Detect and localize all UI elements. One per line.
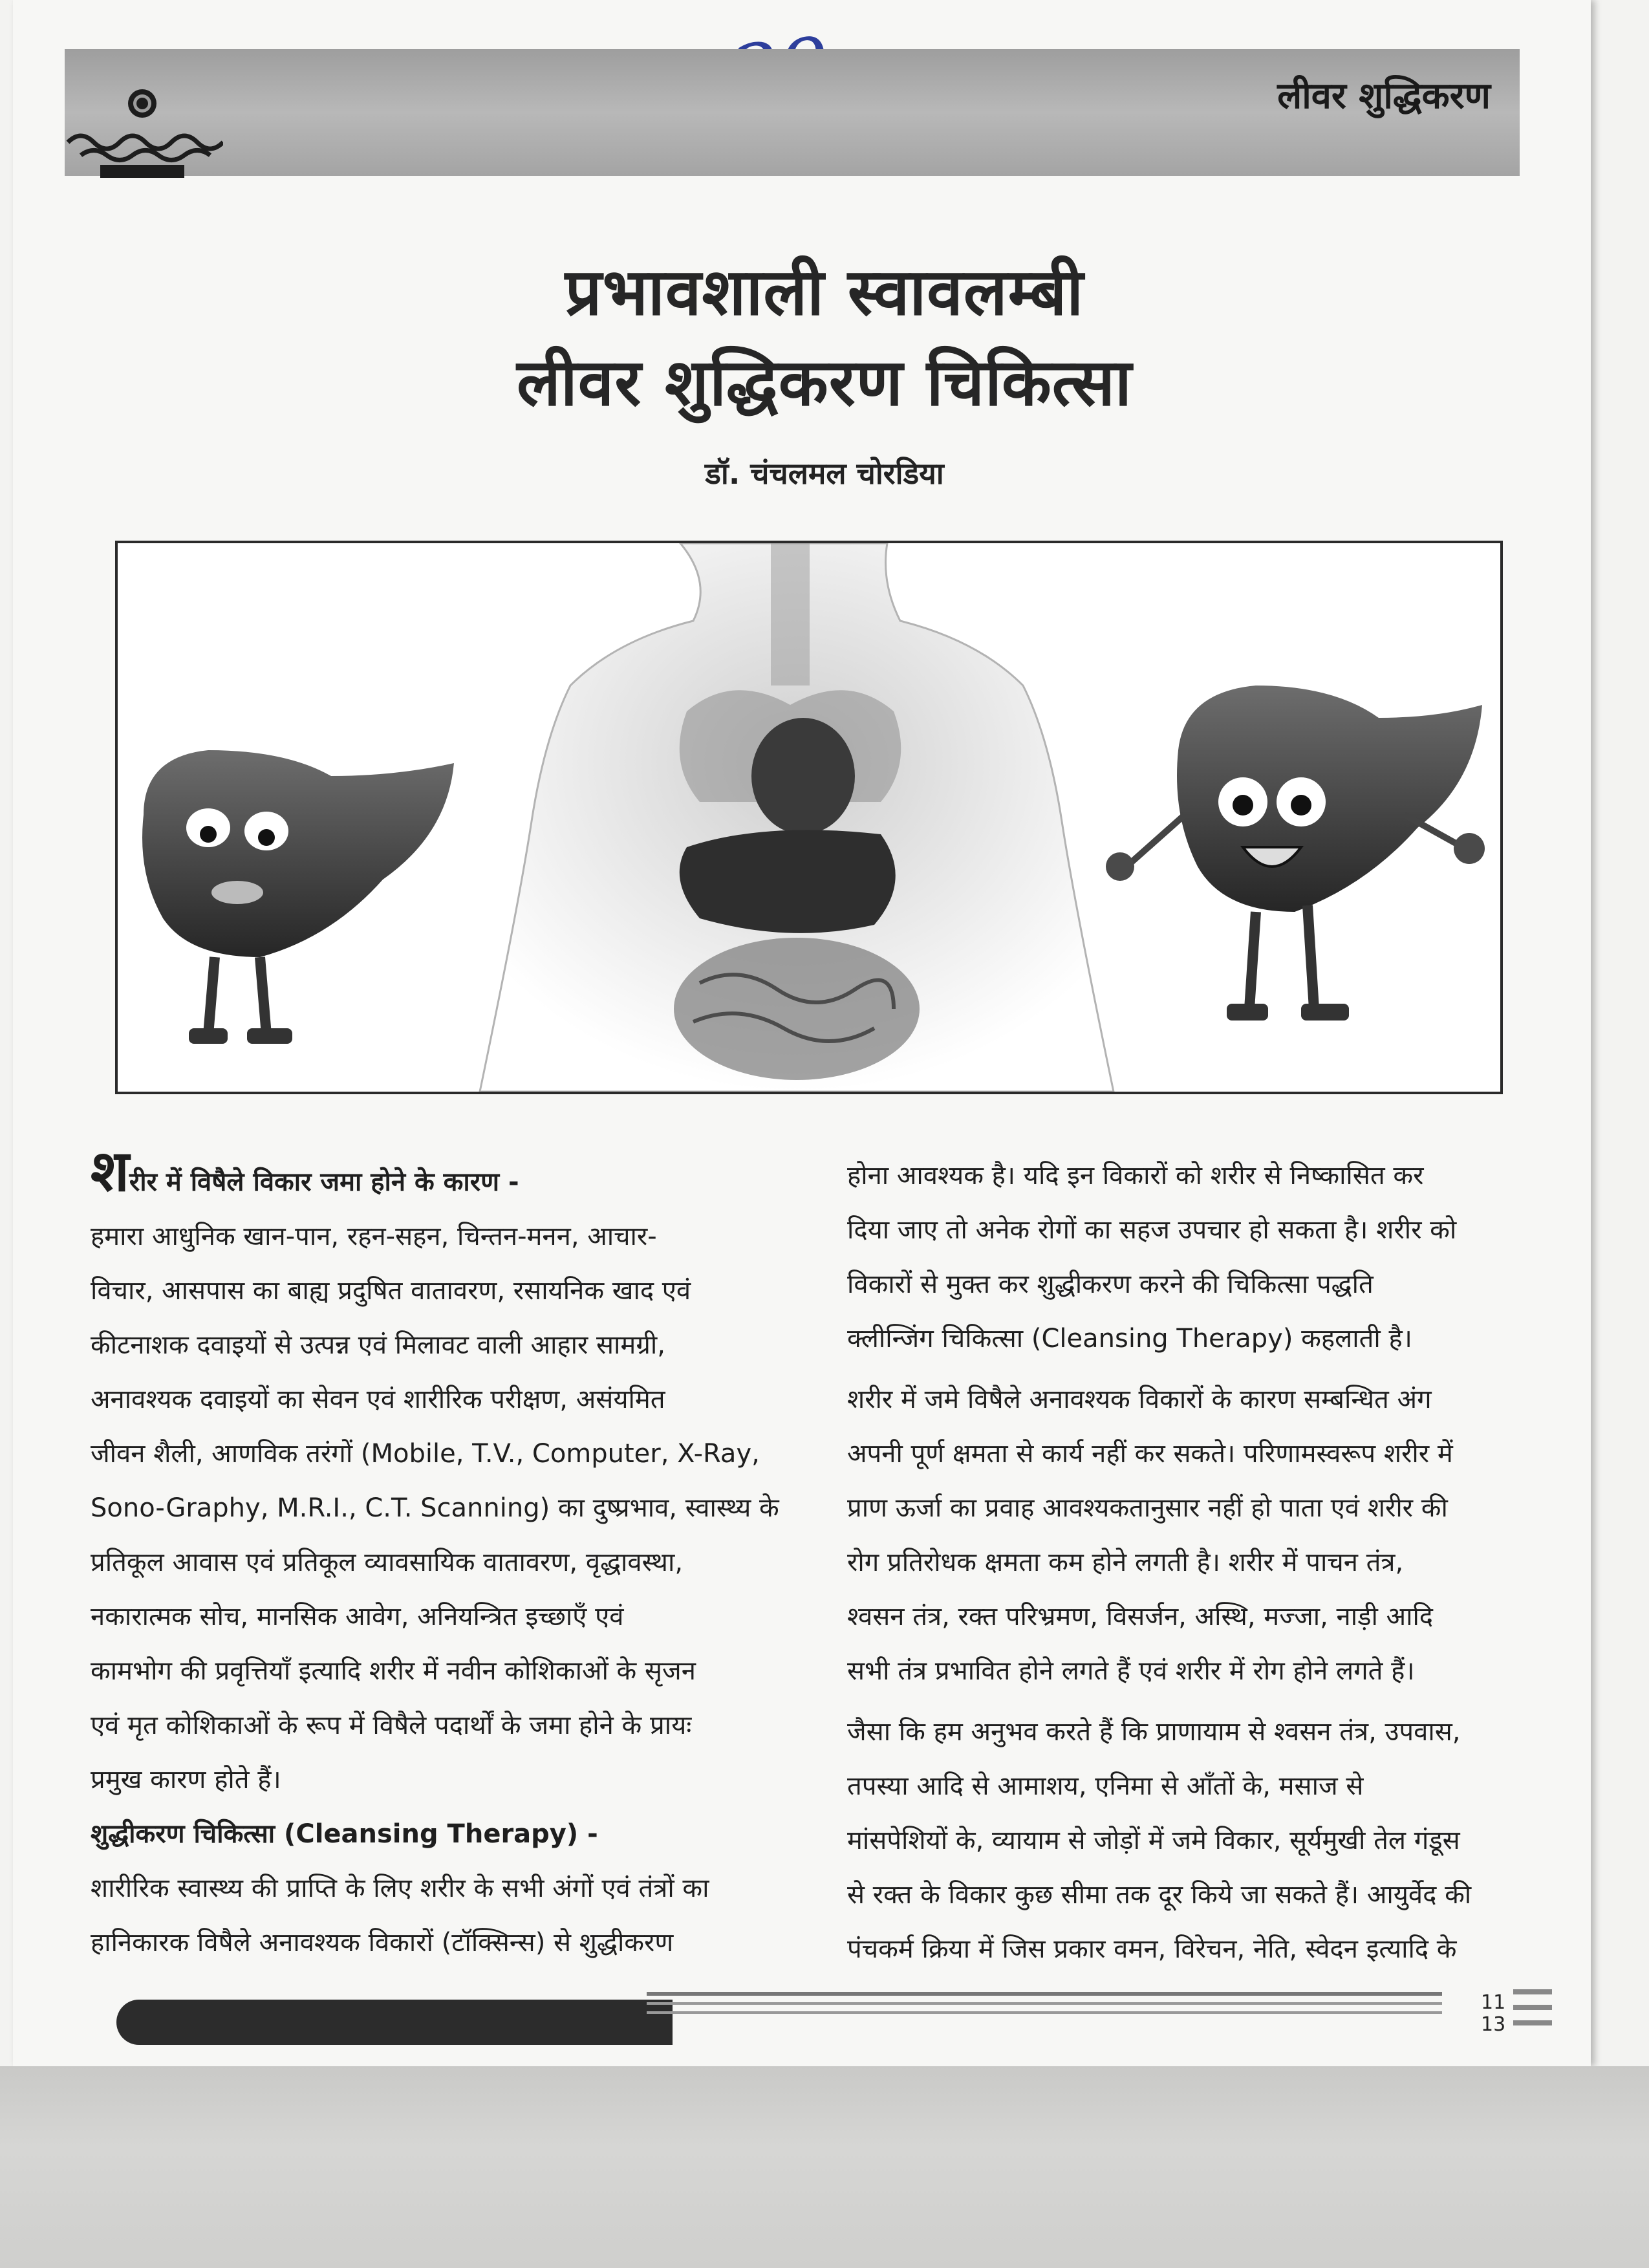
text-line: नकारात्मक सोच, मानसिक आवेग, अनियन्त्रित इच्छाएँ एवं: [91, 1602, 624, 1632]
drop-cap: श: [91, 1138, 129, 1204]
text-line: प्रमुख कारण होते हैं।: [91, 1765, 281, 1795]
folio-top: 11: [1481, 1991, 1506, 2014]
footer-bar: [116, 2000, 673, 2045]
folio-bottom: 13: [1481, 2013, 1506, 2036]
paragraph: [847, 1372, 1555, 1698]
text-line: प्राण ऊर्जा का प्रवाह आवश्यकतानुसार नहीं हो पाता एवं शरीर की: [847, 1493, 1448, 1523]
text-line: जैसा कि हम अनुभव करते हैं कि प्राणायाम से श्वसन तंत्र, उपवास,: [847, 1717, 1461, 1747]
section-heading-cleansing: शुद्धीकरण चिकित्सा (Cleansing Therapy) -: [91, 1819, 598, 1849]
article-title-line-2: लीवर शुद्धिकरण चिकित्सा: [517, 345, 1132, 420]
text-line: विकारों से मुक्त कर शुद्धीकरण करने की चिकित्सा पद्धति: [847, 1269, 1374, 1299]
text-line: कामभोग की प्रवृत्तियाँ इत्यादि शरीर में नवीन कोशिकाओं के सृजन: [91, 1656, 696, 1686]
text-line: शरीर में जमे विषैले अनावश्यक विकारों के कारण सम्बन्धित अंग: [847, 1385, 1432, 1414]
author-byline: डॉ. चंचलमल चोरडिया: [705, 456, 944, 491]
paragraph: [847, 1149, 1555, 1366]
text-line: दिया जाए तो अनेक रोगों का सहज उपचार हो सकता है। शरीर को: [847, 1215, 1457, 1245]
paragraph: [91, 1861, 795, 1970]
sad-liver-character-icon: [142, 750, 454, 1044]
section-heading-causes: [91, 1138, 795, 1209]
text-line: अनावश्यक दवाइयों का सेवन एवं शारीरिक परीक्षण, असंयमित: [91, 1385, 665, 1414]
happy-liver-character-icon: [1106, 686, 1485, 1021]
text-line: प्रतिकूल आवास एवं प्रतिकूल व्यावसायिक वातावरण, वृद्धावस्था,: [91, 1548, 684, 1577]
text-line: पंचकर्म क्रिया में जिस प्रकार वमन, विरेचन, नेति, स्वेदन इत्यादि के: [847, 1934, 1457, 1964]
text-line: क्लीन्जिंग चिकित्सा (Cleansing Therapy) कहलाती है।: [847, 1324, 1412, 1354]
text-line: मांसपेशियों के, व्यायाम से जोड़ों में जमे विकार, सूर्यमुखी तेल गंडूस: [847, 1826, 1460, 1855]
text-line: कीटनाशक दवाइयों से उत्पन्न एवं मिलावट वाली आहार सामग्री,: [91, 1330, 665, 1360]
text-line: Sono-Graphy, M.R.I., C.T. Scanning) का दुष्प्रभाव, स्वास्थ्य के: [91, 1493, 779, 1523]
text-line: एवं मृत कोशिकाओं के रूप में विषैले पदार्थों के जमा होने के प्रायः: [91, 1711, 692, 1740]
article-title-line-1: प्रभावशाली स्वावलम्बी: [565, 254, 1084, 330]
text-line: अपनी पूर्ण क्षमता से कार्य नहीं कर सकते। परिणामस्वरूप शरीर में: [847, 1439, 1453, 1469]
text-line: श्वसन तंत्र, रक्त परिभ्रमण, विसर्जन, अस्थि, मज्जा, नाड़ी आदि: [847, 1602, 1434, 1632]
paragraph: [91, 1209, 795, 1807]
text-line: से रक्त के विकार कुछ सीमा तक दूर किये जा सकते हैं। आयुर्वेद की: [847, 1880, 1472, 1910]
page-folio: [1481, 1992, 1505, 2036]
text-line: होना आवश्यक है। यदि इन विकारों को शरीर से निष्कासित कर: [847, 1161, 1424, 1191]
illustration-canvas: [118, 543, 1500, 1092]
scan-margin: [0, 2066, 1649, 2268]
text-line: तपस्या आदि से आमाशय, एनिमा से आँतों के, मसाज से: [847, 1771, 1364, 1801]
paragraph: [847, 1705, 1555, 1976]
text-line: जीवन शैली, आणविक तरंगों (Mobile, T.V., Computer, X-Ray,: [91, 1439, 760, 1469]
footer-rule-lines: [647, 1985, 1552, 2037]
magazine-logo-icon: [61, 84, 223, 181]
human-anatomy-icon: [480, 543, 1114, 1092]
article-column-left: [91, 1138, 795, 1970]
section-label: लीवर शुद्धिकरण: [1277, 75, 1491, 117]
liver-illustration: [115, 541, 1503, 1094]
text-line: रोग प्रतिरोधक क्षमता कम होने लगती है। शरीर में पाचन तंत्र,: [847, 1548, 1404, 1577]
text-line: विचार, आसपास का बाह्य प्रदुषित वातावरण, रसायनिक खाद एवं: [91, 1276, 691, 1306]
text-line: हानिकारक विषैले अनावश्यक विकारों (टॉक्सिन्स) से शुद्धीकरण: [91, 1928, 674, 1958]
text-line: हमारा आधुनिक खान-पान, रहन-सहन, चिन्तन-मनन, आचार-: [91, 1222, 657, 1251]
text-line: शारीरिक स्वास्थ्य की प्राप्ति के लिए शरीर के सभी अंगों एवं तंत्रों का: [91, 1874, 709, 1903]
section-heading-text: रीर में विषैले विकार जमा होने के कारण -: [129, 1167, 519, 1197]
article-column-right: [847, 1149, 1555, 1983]
text-line: सभी तंत्र प्रभावित होने लगते हैं एवं शरीर में रोग होने लगते हैं।: [847, 1656, 1415, 1686]
